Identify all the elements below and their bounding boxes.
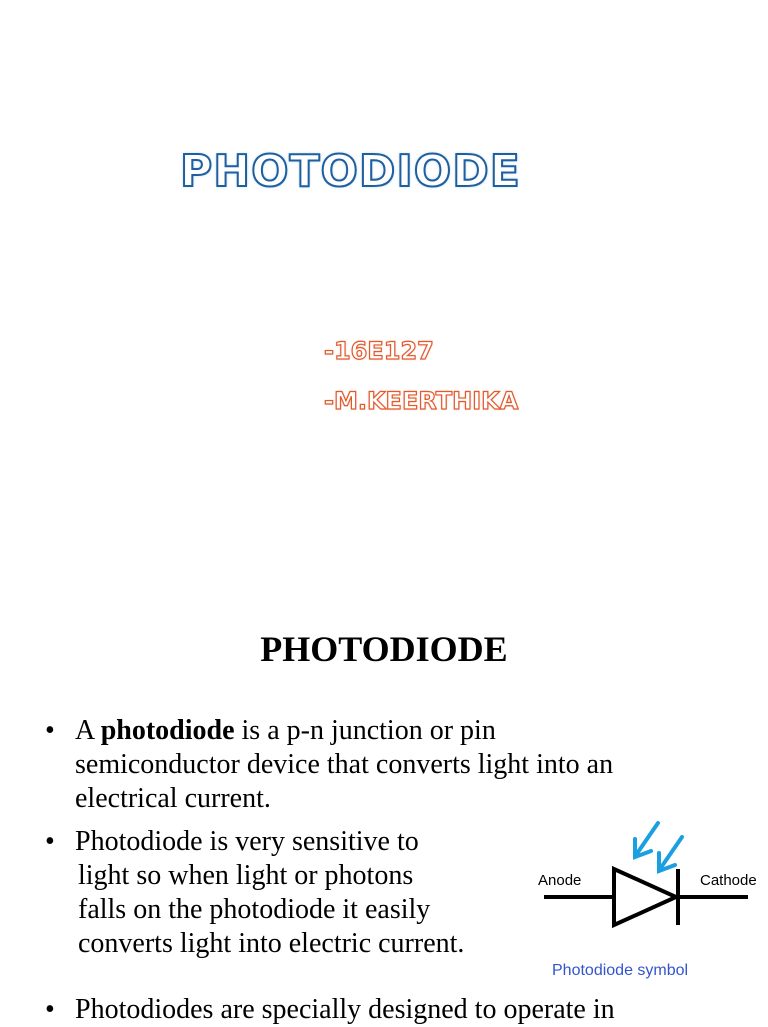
light-arrows-icon bbox=[635, 823, 682, 871]
bullet-text-segment: A bbox=[75, 715, 101, 746]
cathode-label: Cathode bbox=[700, 872, 757, 889]
bullet-text-segment: is a p-n junction or pin bbox=[234, 715, 496, 746]
bold-term: photodiode bbox=[100, 715, 235, 746]
title-slide-heading: PHOTODIODE bbox=[180, 146, 521, 197]
bullet-text-line: semiconductor device that converts light into an bbox=[75, 749, 614, 780]
author-name: -M.KEERTHIKA bbox=[324, 387, 519, 415]
bullet-text-line: light so when light or photons bbox=[78, 860, 414, 891]
bullet-text-line: converts light into electric current. bbox=[78, 928, 465, 959]
content-slide-heading: PHOTODIODE bbox=[260, 629, 508, 669]
bullet-marker: • bbox=[45, 715, 55, 746]
photodiode-symbol-figure bbox=[532, 815, 758, 985]
bullet-text-line: electrical current. bbox=[75, 783, 271, 814]
bullet-marker: • bbox=[45, 826, 55, 857]
bullet-text-line: Photodiodes are specially designed to operate in bbox=[75, 994, 615, 1025]
roll-number: -16E127 bbox=[324, 337, 434, 365]
bullet-text bbox=[75, 993, 615, 1027]
bullet-text bbox=[75, 825, 464, 961]
bullet-text-line: Photodiode is very sensitive to bbox=[75, 826, 419, 857]
anode-label: Anode bbox=[538, 872, 582, 889]
symbol-caption: Photodiode symbol bbox=[552, 962, 689, 979]
bullet-marker: • bbox=[45, 994, 55, 1025]
bullet-text-line: falls on the photodiode it easily bbox=[78, 894, 431, 925]
bullet-text bbox=[75, 714, 613, 816]
